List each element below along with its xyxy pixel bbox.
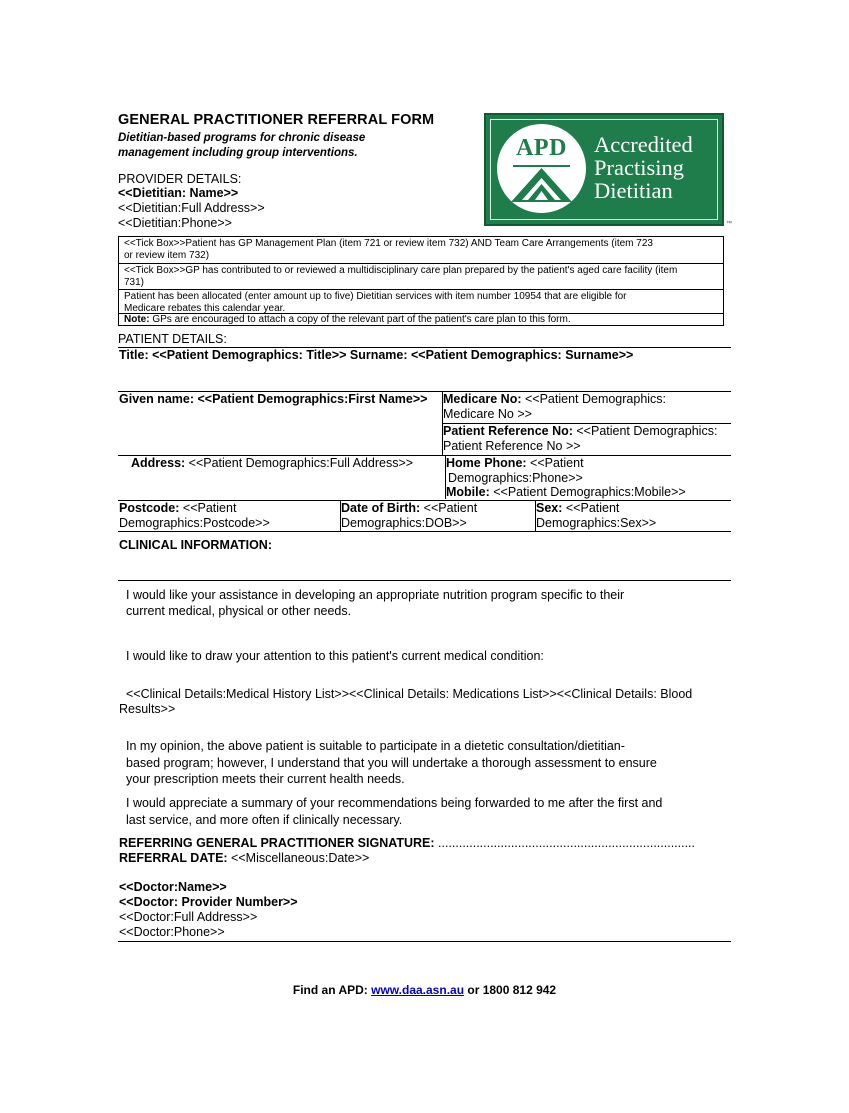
paragraph-line: Results>> [119,702,176,716]
paragraph-line: In my opinion, the above patient is suitable to participate in a dietetic consultation/dietitian- [126,739,625,753]
dob-label: Date of Birth: [341,501,421,515]
footer-phone: or 1800 812 942 [464,983,557,997]
allocation-text: Patient has been allocated (enter amount up to five) Dietitian services with item number 10954 that are eligible for [124,291,627,302]
signature-dots: .......................................................................... [434,836,695,850]
logo-word: Accredited [594,132,693,157]
note-text: GPs are encouraged to attach a copy of the relevant part of the patient's care plan to this form. [149,314,571,325]
care-plan-note [119,314,723,326]
paragraph-line: I would appreciate a summary of your recommendations being forwarded to me after the first and [126,796,663,810]
doctor-phone: <<Doctor:Phone>> [119,925,225,939]
address-label: Address: [131,456,186,470]
logo-wordmark [594,133,693,202]
divider [118,531,731,532]
doctor-provider-number: <<Doctor: Provider Number>> [119,895,298,909]
footer [0,983,849,997]
postcode-field[interactable] [119,501,270,531]
pyramid-icon [511,168,572,202]
option-text: <<Tick Box>>Patient has GP Management Plan (item 721 or review item 732) AND Team Care Arrangements (item 723 [124,238,653,249]
apd-logo [484,113,724,226]
paragraph-line: last service, and more often if clinically necessary. [126,812,403,827]
option-text: <<Tick Box>>GP has contributed to or reviewed a multidisciplinary care plan prepared by the patient's aged care facility (item [124,265,678,276]
dietitian-name: <<Dietitian: Name>> [118,186,239,200]
gp-management-plan-option[interactable] [119,237,723,264]
subtitle-line: management including group interventions. [118,147,358,159]
dietitian-address: <<Dietitian:Full Address>> [118,201,265,215]
clinical-paragraph: I would like to draw your attention to this patient's current medical condition: [126,649,544,663]
reference-label: Patient Reference No: [443,424,573,438]
logo-emblem [497,124,586,213]
logo-word: Dietitian [594,178,673,203]
subtitle-line: Dietitian-based programs for chronic disease [118,132,366,144]
divider [118,580,731,581]
doctor-name: <<Doctor:Name>> [119,880,227,894]
referral-date-field[interactable] [119,851,369,866]
option-text: 731) [124,277,145,288]
date-of-birth-field[interactable] [341,501,477,531]
mobile-field[interactable] [446,485,686,500]
reference-value: Patient Reference No >> [443,439,581,453]
home-phone-label: Home Phone: [446,456,527,470]
services-allocated-row [119,290,723,314]
logo-divider [513,165,570,167]
divider [118,941,731,942]
reference-value: <<Patient Demographics: [572,424,718,438]
clinical-details-merge-field[interactable] [119,687,692,717]
daa-website-link[interactable]: www.daa.asn.au [371,983,465,997]
provider-heading: PROVIDER DETAILS: [118,172,242,186]
address-value: <<Patient Demographics:Full Address>> [185,456,414,470]
dob-value: <<Patient [420,501,478,515]
home-phone-field[interactable] [446,456,584,486]
home-phone-value: <<Patient [526,456,584,470]
mobile-label: Mobile: [446,485,490,499]
patient-title-surname[interactable]: Title: <<Patient Demographics: Title>> Surname: <<Patient Demographics: Surname>> [119,348,634,362]
sex-field[interactable] [536,501,656,531]
paragraph-line: based program; however, I understand that you will undertake a thorough assessment to ensure [126,755,657,770]
clinical-paragraph [126,588,624,619]
sex-value: <<Patient [562,501,620,515]
trademark-mark: ™ [726,221,732,227]
mobile-value: <<Patient Demographics:Mobile>> [489,485,686,499]
paragraph-line: I would like your assistance in developing an appropriate nutrition program specific to their [126,588,625,602]
medicare-value: Medicare No >> [443,407,532,421]
allocation-text: Medicare rebates this calendar year. [124,303,286,314]
signature-label: REFERRING GENERAL PRACTITIONER SIGNATURE: [119,836,435,850]
postcode-value: Demographics:Postcode>> [119,516,270,530]
signature-line[interactable] [119,836,695,851]
logo-word: Practising [594,155,684,180]
dob-value: Demographics:DOB>> [341,516,467,530]
sex-value: Demographics:Sex>> [536,516,657,530]
footer-prefix: Find an APD: [292,983,372,997]
clinical-heading: CLINICAL INFORMATION: [119,538,272,552]
form-subtitle [118,131,448,161]
care-plan-contribution-option[interactable] [119,264,723,290]
patient-heading: PATIENT DETAILS: [118,332,227,346]
medicare-number-field[interactable] [443,392,666,422]
home-phone-value: Demographics:Phone>> [448,471,583,485]
clinical-paragraph [126,738,657,788]
medicare-value: <<Patient Demographics: [521,392,667,406]
sex-label: Sex: [536,501,563,515]
date-value: <<Miscellaneous:Date>> [227,851,370,865]
form-title: GENERAL PRACTITIONER REFERRAL FORM [118,112,435,128]
patient-address-field[interactable] [131,456,413,471]
date-label: REFERRAL DATE: [119,851,228,865]
paragraph-line: your prescription meets their current health needs. [126,772,405,786]
doctor-address: <<Doctor:Full Address>> [119,910,258,924]
postcode-label: Postcode: [119,501,180,515]
dietitian-phone: <<Dietitian:Phone>> [118,216,232,230]
medicare-eligibility-box [118,236,724,326]
patient-reference-field[interactable] [443,424,717,454]
paragraph-line: current medical, physical or other needs. [126,604,352,618]
clinical-paragraph [126,795,662,828]
logo-abbr: APD [516,135,567,161]
note-label: Note: [124,314,150,325]
medicare-label: Medicare No: [443,392,522,406]
patient-given-name[interactable]: Given name: <<Patient Demographics:First Name>> [119,392,428,406]
paragraph-line: <<Clinical Details:Medical History List>><<Clinical Details: Medications List>><<Clinical Details: Blood [126,687,693,701]
option-text: or review item 732) [124,250,210,261]
postcode-value: <<Patient [179,501,237,515]
